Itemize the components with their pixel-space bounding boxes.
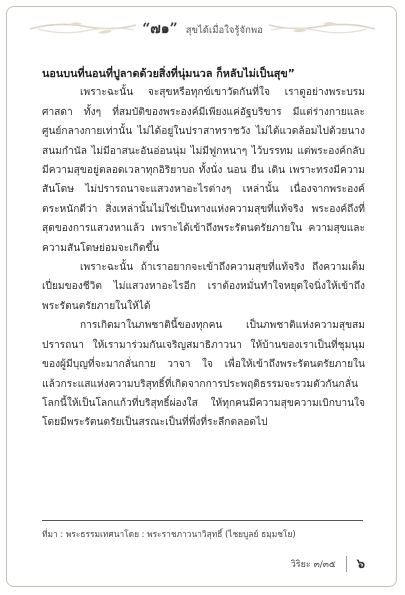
right-ornament-icon: [267, 18, 377, 40]
page-footer: [291, 553, 365, 574]
paragraph: เพราะฉะนั้น ถ้าเราอยากจะเข้าถึงความสุขที่แท้จริง ถึงความเต็มเปี่ยมของชีวิต ไม่แสวงหาอะไรอีก เราต้องหมั่นทำใจหยุดใจนิ่งให้เข้าถึงพระรัตนตรัยภายในให้ได้: [42, 262, 365, 312]
paragraph: เพราะฉะนั้น จะสุขหรือทุกข์เขาวัดกันที่ใจ เราดูอย่างพระบรมศาสดา ทั้งๆ ที่สมบัติของพระองค์มีเพียงแค่อัฐบริขาร มีแต่ร่างกายและศูนย์กลางกายเท่านั้น ไม่ได้อยู่ในปราสาทราชวัง ไม่ได้แวดล้อมไปด้วยนางสนมกำนัล ไม่มีอาสนะอันอ่อนนุ่ม ไม่มีฟูกหนาๆ ไว้บรรทม แต่พระองค์กลับมีความสุขอยู่ตลอดเวลาทุกอิริยาบถ ทั้งนั่ง นอน ยืน เดิน เพราะทรงมีความสันโดษ ไม่ปรารถนาจะแสวงหาอะไรต่างๆ เหล่านั้น เนื่องจากพระองค์ตระหนักดีว่า สิ่งเหล่านั้นไม่ใช่เป็นทางแห่งความสุขที่แท้จริง พระองค์ถึงที่สุดของการแสวงหาแล้ว เพราะได้เข้าถึงพระรัตนตรัยภายใน ความสุขและความสันโดษย่อมจะเกิดขึ้น: [42, 87, 365, 254]
header-subtitle: สุขได้เมื่อใจรู้จักพอ: [185, 25, 263, 36]
footnote-divider: [42, 520, 363, 521]
page-number: ๖: [356, 557, 365, 572]
footer-issue-label: วิริยะ ๓/๓๕: [290, 559, 336, 570]
header-title: [142, 18, 263, 40]
footer-divider: [346, 556, 347, 572]
header-number: “๗๑”: [142, 21, 178, 37]
body-text: [42, 64, 365, 433]
footnote: ที่มา : พระธรรมเทศนาโดย : พระราชภาวนาวิสุทธิ์ (ไชยบูลย์ ธมฺมชโย): [42, 529, 296, 539]
paragraph: การเกิดมาในภพชาตินี้ของทุกคน เป็นภพชาติแห่งความสุขสมปรารถนา ให้เรามาร่วมกันเจริญสมาธิภาวนา ให้บ้านของเราเป็นที่ชุมนุมของผู้มีบุญที่จะมากลั่นกาย วาจา ใจ เพื่อให้เข้าถึงพระรัตนตรัยภายใน แล้วกระแสแห่งความบริสุทธิ์ที่เกิดจากการประพฤติธรรมจะรวมตัวกันกลั่นโลกนี้ให้เป็นโลกแก้วที่บริสุทธิ์ผ่องใส ให้ทุกคนมีความสุขความเบิกบานใจ โดยมีพระรัตนตรัยเป็นสรณะเป็นที่พึ่งที่ระลึกตลอดไป: [42, 320, 365, 429]
left-ornament-icon: [28, 18, 138, 40]
section-heading: นอนบนที่นอนที่ปูลาดด้วยสิ่งที่นุ่มนวล ก็หลับไม่เป็นสุข”: [42, 67, 295, 80]
page-header: [0, 9, 405, 49]
